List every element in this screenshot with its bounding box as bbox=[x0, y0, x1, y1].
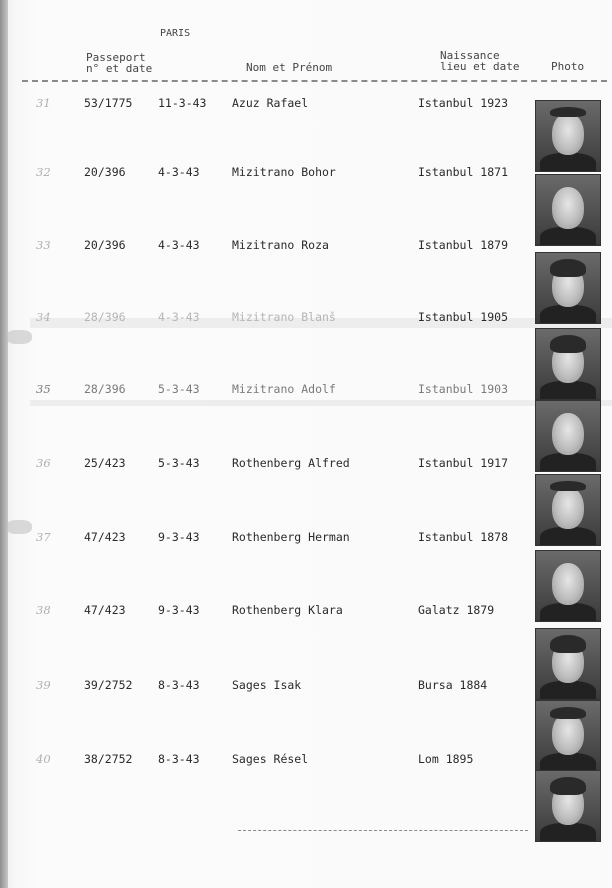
person-photo bbox=[535, 174, 601, 246]
passport-number: 38/2752 bbox=[84, 752, 133, 766]
birth-place-date: Istanbul 1903 bbox=[418, 382, 509, 396]
col-photo-title: Photo bbox=[551, 60, 585, 73]
col-birth-title: Naissance bbox=[440, 49, 500, 62]
passport-date: 11-3-43 bbox=[158, 96, 207, 110]
col-passport-subtitle: n° et date bbox=[86, 62, 153, 75]
table-row bbox=[0, 165, 612, 185]
person-name: Sages Isak bbox=[232, 678, 302, 692]
row-number: 35 bbox=[36, 382, 51, 396]
row-number: 34 bbox=[36, 310, 51, 324]
table-row bbox=[0, 530, 612, 550]
row-number: 31 bbox=[36, 96, 51, 110]
person-name: Mizitrano Bohor bbox=[232, 165, 336, 179]
person-photo bbox=[535, 400, 601, 472]
person-name: Mizitrano Blanš bbox=[232, 310, 336, 324]
row-number: 33 bbox=[36, 238, 51, 252]
birth-place-date: Galatz 1879 bbox=[418, 603, 495, 617]
birth-place-date: Istanbul 1879 bbox=[418, 238, 509, 252]
birth-place-date: Istanbul 1871 bbox=[418, 165, 509, 179]
person-photo bbox=[535, 628, 601, 700]
passport-number: 20/396 bbox=[84, 165, 126, 179]
person-name: Rothenberg Alfred bbox=[232, 456, 350, 470]
passport-number: 47/423 bbox=[84, 530, 126, 544]
row-number: 39 bbox=[36, 678, 51, 692]
person-name: Sages Résel bbox=[232, 752, 309, 766]
table-row bbox=[0, 382, 612, 402]
passport-number: 28/396 bbox=[84, 310, 126, 324]
row-number: 32 bbox=[36, 165, 51, 179]
row-number: 36 bbox=[36, 456, 51, 470]
tear-mark bbox=[6, 330, 32, 344]
person-photo bbox=[535, 474, 601, 546]
person-name: Mizitrano Adolf bbox=[232, 382, 336, 396]
table-row bbox=[0, 238, 612, 258]
passport-date: 4-3-43 bbox=[158, 310, 200, 324]
birth-place-date: Istanbul 1917 bbox=[418, 456, 509, 470]
footer-separator bbox=[238, 830, 528, 831]
birth-place-date: Bursa 1884 bbox=[418, 678, 488, 692]
col-birth-subtitle: lieu et date bbox=[440, 60, 520, 73]
person-name: Rothenberg Herman bbox=[232, 530, 350, 544]
table-row bbox=[0, 456, 612, 476]
passport-number: 20/396 bbox=[84, 238, 126, 252]
passport-date: 9-3-43 bbox=[158, 603, 200, 617]
table-row bbox=[0, 752, 612, 772]
person-photo bbox=[535, 100, 601, 172]
passport-number: 39/2752 bbox=[84, 678, 133, 692]
city-label: PARIS bbox=[160, 28, 191, 39]
passport-date: 8-3-43 bbox=[158, 678, 200, 692]
passport-date: 9-3-43 bbox=[158, 530, 200, 544]
birth-place-date: Istanbul 1878 bbox=[418, 530, 509, 544]
col-passport-title: Passeport bbox=[86, 51, 146, 64]
col-name-title: Nom et Prénom bbox=[246, 61, 333, 74]
row-number: 40 bbox=[36, 752, 51, 766]
passport-date: 8-3-43 bbox=[158, 752, 200, 766]
person-photo bbox=[535, 700, 601, 772]
birth-place-date: Istanbul 1905 bbox=[418, 310, 509, 324]
person-photo bbox=[535, 770, 601, 842]
person-photo bbox=[535, 328, 601, 400]
passport-number: 47/423 bbox=[84, 603, 126, 617]
passport-number: 28/396 bbox=[84, 382, 126, 396]
table-row bbox=[0, 678, 612, 698]
header-separator bbox=[22, 80, 607, 82]
birth-place-date: Lom 1895 bbox=[418, 752, 474, 766]
row-number: 38 bbox=[36, 603, 51, 617]
person-name: Mizitrano Roza bbox=[232, 238, 329, 252]
person-name: Rothenberg Klara bbox=[232, 603, 343, 617]
passport-date: 4-3-43 bbox=[158, 165, 200, 179]
passport-date: 4-3-43 bbox=[158, 238, 200, 252]
passport-date: 5-3-43 bbox=[158, 456, 200, 470]
table-row bbox=[0, 310, 612, 330]
passport-number: 53/1775 bbox=[84, 96, 133, 110]
table-row bbox=[0, 96, 612, 116]
table-row bbox=[0, 603, 612, 623]
person-photo bbox=[535, 252, 601, 324]
row-number: 37 bbox=[36, 530, 51, 544]
passport-number: 25/423 bbox=[84, 456, 126, 470]
birth-place-date: Istanbul 1923 bbox=[418, 96, 509, 110]
person-name: Azuz Rafael bbox=[232, 96, 309, 110]
passport-date: 5-3-43 bbox=[158, 382, 200, 396]
person-photo bbox=[535, 550, 601, 622]
